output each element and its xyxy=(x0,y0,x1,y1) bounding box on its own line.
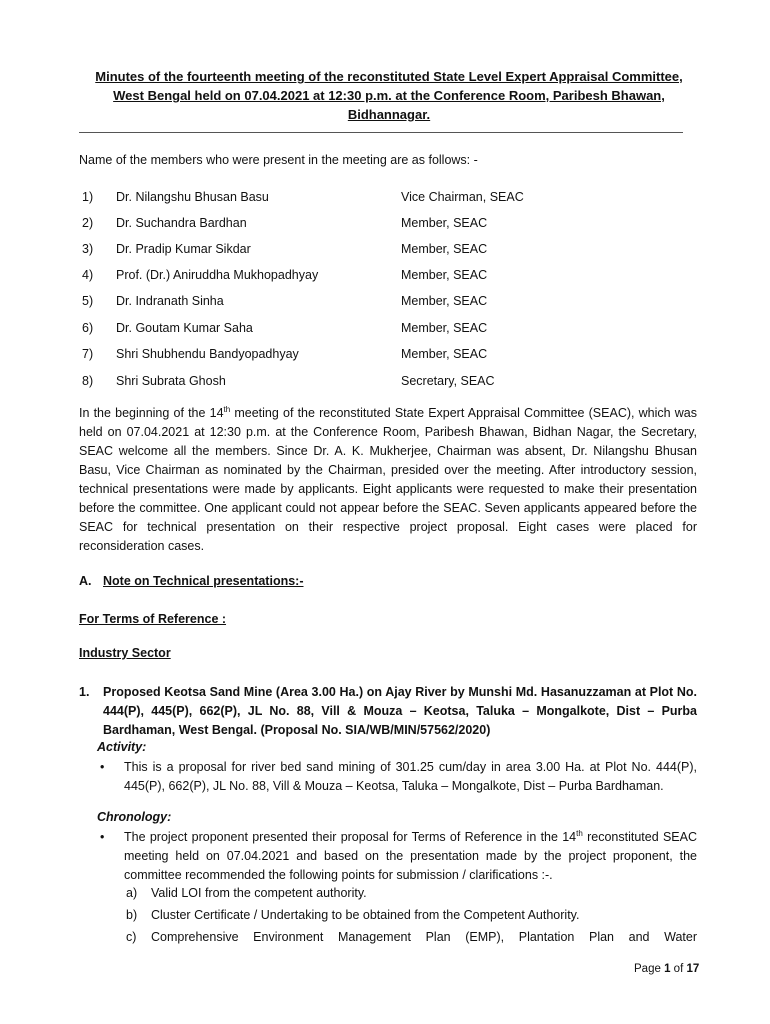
member-row xyxy=(79,190,699,208)
point-text: Valid LOI from the competent authority. xyxy=(151,886,367,900)
summary-text-start: In the beginning of the 14 xyxy=(79,406,224,420)
member-number: 7) xyxy=(82,347,94,361)
member-row xyxy=(79,268,699,286)
section-a-text: Note on Technical presentations:- xyxy=(103,574,304,588)
member-row xyxy=(79,294,699,312)
page-number: 1 xyxy=(664,963,671,975)
point-item xyxy=(126,908,697,926)
member-name: Shri Shubhendu Bandyopadhyay xyxy=(116,347,299,361)
document-title: Minutes of the fourteenth meeting of the reconstituted State Level Expert Appraisal Committee, West Bengal held on 07.04.2021 at 12:30 p.m. at the Conference Room, Paribesh Bhawan, Bidhannagar. xyxy=(95,69,683,122)
point-text: Cluster Certificate / Undertaking to be obtained from the Competent Authority. xyxy=(151,908,580,922)
bullet-dot: • xyxy=(100,760,105,774)
member-role: Vice Chairman, SEAC xyxy=(401,190,524,204)
member-role: Secretary, SEAC xyxy=(401,374,495,388)
point-letter: c) xyxy=(126,930,137,944)
tor-heading: For Terms of Reference : xyxy=(79,612,227,626)
point-item xyxy=(126,886,697,904)
member-number: 5) xyxy=(82,294,94,308)
member-name: Dr. Suchandra Bardhan xyxy=(116,216,247,230)
member-number: 3) xyxy=(82,242,94,256)
meeting-summary-paragraph xyxy=(79,404,697,556)
member-number: 4) xyxy=(82,268,94,282)
activity-label: Activity: xyxy=(97,740,147,754)
member-row xyxy=(79,242,699,260)
chronology-text-rest: reconstituted SEAC meeting held on 07.04.2021 and based on the presentation made by the project proponent, the committee recommended the following points for submission / clarifications :-. xyxy=(124,830,697,882)
member-role: Member, SEAC xyxy=(401,242,488,256)
member-number: 1) xyxy=(82,190,94,204)
member-name: Dr. Goutam Kumar Saha xyxy=(116,321,253,335)
page-prefix: Page xyxy=(634,963,661,975)
member-name: Dr. Indranath Sinha xyxy=(116,294,224,308)
member-role: Member, SEAC xyxy=(401,294,488,308)
member-role: Member, SEAC xyxy=(401,321,488,335)
member-number: 2) xyxy=(82,216,94,230)
summary-text-rest: meeting of the reconstituted State Expert Appraisal Committee (SEAC), which was held on 07.04.2021 at 12:30 p.m. at the Conference Room, Paribesh Bhawan, Bidhan Nagar, the Secretary, SEAC welcome all the members. Since Dr. A. K. Mukherjee, Chairman was absent, Dr. Nilangshu Bhusan Basu, Vice Chairman as nominated by the Chairman, presided over the meeting. After introductory session, technical presentations were made by applicants. Eight applicants were requested to make their presentation before the committee. One applicant could not appear before the SEAC. Seven applicants appeared before the SEAC for technical presentation on their respective project proposal. Eight cases were placed for reconsideration cases. xyxy=(79,406,697,553)
title-divider xyxy=(79,132,683,133)
member-name: Prof. (Dr.) Aniruddha Mukhopadhyay xyxy=(116,268,319,282)
chronology-text xyxy=(124,828,697,885)
member-number: 8) xyxy=(82,374,94,388)
member-row xyxy=(79,216,699,234)
point-letter: a) xyxy=(126,886,138,900)
page-footer xyxy=(634,963,699,975)
ordinal-superscript: th xyxy=(223,404,231,414)
proposal-number: 1. xyxy=(79,685,90,699)
page-of: of xyxy=(673,963,684,975)
member-row xyxy=(79,374,699,392)
member-name: Dr. Pradip Kumar Sikdar xyxy=(116,242,251,256)
member-number: 6) xyxy=(82,321,94,335)
point-text: Comprehensive Environment Management Plan (EMP), Plantation Plan and Water xyxy=(151,930,697,944)
member-row xyxy=(79,347,699,365)
member-role: Member, SEAC xyxy=(401,216,488,230)
member-role: Member, SEAC xyxy=(401,268,488,282)
activity-text: This is a proposal for river bed sand mining of 301.25 cum/day in area 3.00 Ha. at Plot No. 444(P), 445(P), 662(P), JL No. 88, Vill & Mouza – Keotsa, Taluka – Mongalkote, Dist – Purba Bardhaman. xyxy=(124,760,697,793)
member-row xyxy=(79,321,699,339)
bullet-dot: • xyxy=(100,830,105,844)
point-letter: b) xyxy=(126,908,138,922)
member-name: Shri Subrata Ghosh xyxy=(116,374,226,388)
point-item xyxy=(126,930,697,948)
section-a-label: A. xyxy=(79,574,92,588)
chronology-text-start: The project proponent presented their proposal for Terms of Reference in the 14 xyxy=(124,830,577,844)
member-role: Member, SEAC xyxy=(401,347,488,361)
industry-sector-heading: Industry Sector xyxy=(79,646,171,660)
member-name: Dr. Nilangshu Bhusan Basu xyxy=(116,190,269,204)
chronology-label: Chronology: xyxy=(97,810,172,824)
members-intro: Name of the members who were present in the meeting are as follows: - xyxy=(79,153,478,167)
ordinal-superscript: th xyxy=(576,828,583,838)
proposal-title: Proposed Keotsa Sand Mine (Area 3.00 Ha.) on Ajay River by Munshi Md. Hasanuzzaman at Plot No. 444(P), 445(P), 662(P), JL No. 88, Vill & Mouza – Keotsa, Taluka – Mongalkote, Dist – Purba Bardhaman, West Bengal. (Proposal No. SIA/WB/MIN/57562/2020) xyxy=(103,685,697,737)
page-total: 17 xyxy=(686,963,700,975)
